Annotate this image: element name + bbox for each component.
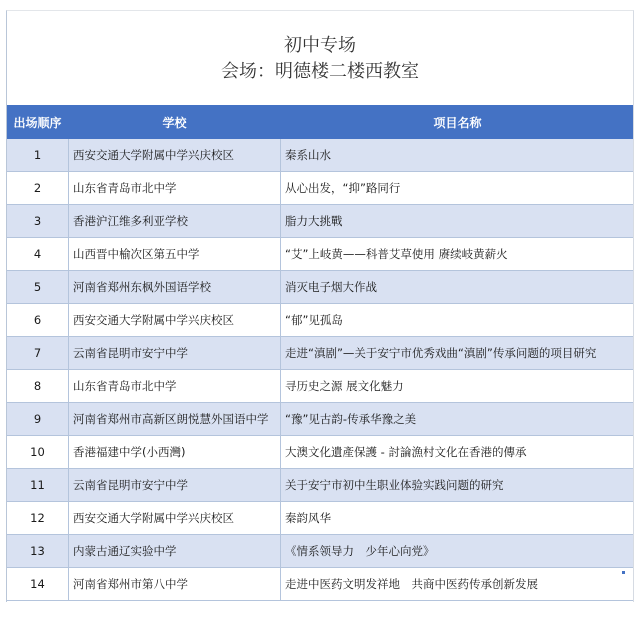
cell-order[interactable]: 4 [7,238,69,271]
table-row [7,337,635,370]
cell-project[interactable]: 秦韵风华 [281,502,635,535]
table-row [7,304,635,337]
table-row [7,568,635,601]
cell-project[interactable]: 从心出发，“抑”路同行 [281,172,635,205]
cell-school[interactable]: 西安交通大学附属中学兴庆校区 [69,304,281,337]
cell-order[interactable]: 12 [7,502,69,535]
cell-school[interactable]: 云南省昆明市安宁中学 [69,337,281,370]
table-row [7,535,635,568]
cell-school[interactable]: 内蒙古通辽实验中学 [69,535,281,568]
table-row [7,205,635,238]
cell-school[interactable]: 河南省郑州市高新区朗悦慧外国语中学 [69,403,281,436]
cell-order[interactable]: 2 [7,172,69,205]
table-row [7,271,635,304]
cell-project[interactable]: 走进“滇剧”—关于安宁市优秀戏曲“滇剧”传承问题的项目研究 [281,337,635,370]
cell-project[interactable]: 大澳文化遺產保護 - 討論漁村文化在香港的傳承 [281,436,635,469]
cell-order[interactable]: 8 [7,370,69,403]
title-block [7,11,633,105]
fill-handle[interactable] [622,571,625,574]
header-school[interactable]: 学校 [69,106,281,139]
cell-school[interactable]: 河南省郑州市第八中学 [69,568,281,601]
header-project[interactable]: 项目名称 [281,106,635,139]
cell-order[interactable]: 13 [7,535,69,568]
table-row [7,172,635,205]
cell-project[interactable]: 秦系山水 [281,139,635,172]
cell-project[interactable]: 寻历史之源 展文化魅力 [281,370,635,403]
cell-school[interactable]: 香港沪江维多利亚学校 [69,205,281,238]
cell-school[interactable]: 山西晋中榆次区第五中学 [69,238,281,271]
table-row [7,469,635,502]
cell-order[interactable]: 14 [7,568,69,601]
cell-project[interactable]: “郁”见孤岛 [281,304,635,337]
cell-school[interactable]: 香港福建中学(小西灣) [69,436,281,469]
table-body [7,139,635,601]
cell-project[interactable]: 脂力大挑戰 [281,205,635,238]
cell-order[interactable]: 7 [7,337,69,370]
cell-school[interactable]: 西安交通大学附属中学兴庆校区 [69,139,281,172]
cell-order[interactable]: 5 [7,271,69,304]
cell-order[interactable]: 11 [7,469,69,502]
cell-project[interactable]: “艾”上岐黄——科普艾草使用 赓续岐黄薪火 [281,238,635,271]
header-order[interactable]: 出场顺序 [7,106,69,139]
cell-project[interactable]: 关于安宁市初中生职业体验实践问题的研究 [281,469,635,502]
table-row [7,502,635,535]
venue-title: 会场：明德楼二楼西教室 [221,61,419,82]
session-title: 初中专场 [284,35,356,56]
table-row [7,370,635,403]
cell-school[interactable]: 山东省青岛市北中学 [69,172,281,205]
cell-order[interactable]: 1 [7,139,69,172]
cell-order[interactable]: 3 [7,205,69,238]
table-row [7,238,635,271]
schedule-table [6,105,634,601]
cell-project[interactable]: 《情系领导力 少年心向党》 [281,535,635,568]
cell-project[interactable]: 消灭电子烟大作战 [281,271,635,304]
cell-project[interactable]: 走进中医药文明发祥地 共商中医药传承创新发展 [281,568,635,601]
table-row [7,436,635,469]
cell-project[interactable]: “豫”见古韵-传承华豫之美 [281,403,635,436]
header-row [7,106,635,139]
cell-order[interactable]: 10 [7,436,69,469]
cell-order[interactable]: 6 [7,304,69,337]
cell-order[interactable]: 9 [7,403,69,436]
table-row [7,403,635,436]
cell-school[interactable]: 河南省郑州东枫外国语学校 [69,271,281,304]
cell-school[interactable]: 山东省青岛市北中学 [69,370,281,403]
table-row [7,139,635,172]
spreadsheet-sheet [6,10,634,602]
cell-school[interactable]: 西安交通大学附属中学兴庆校区 [69,502,281,535]
cell-school[interactable]: 云南省昆明市安宁中学 [69,469,281,502]
